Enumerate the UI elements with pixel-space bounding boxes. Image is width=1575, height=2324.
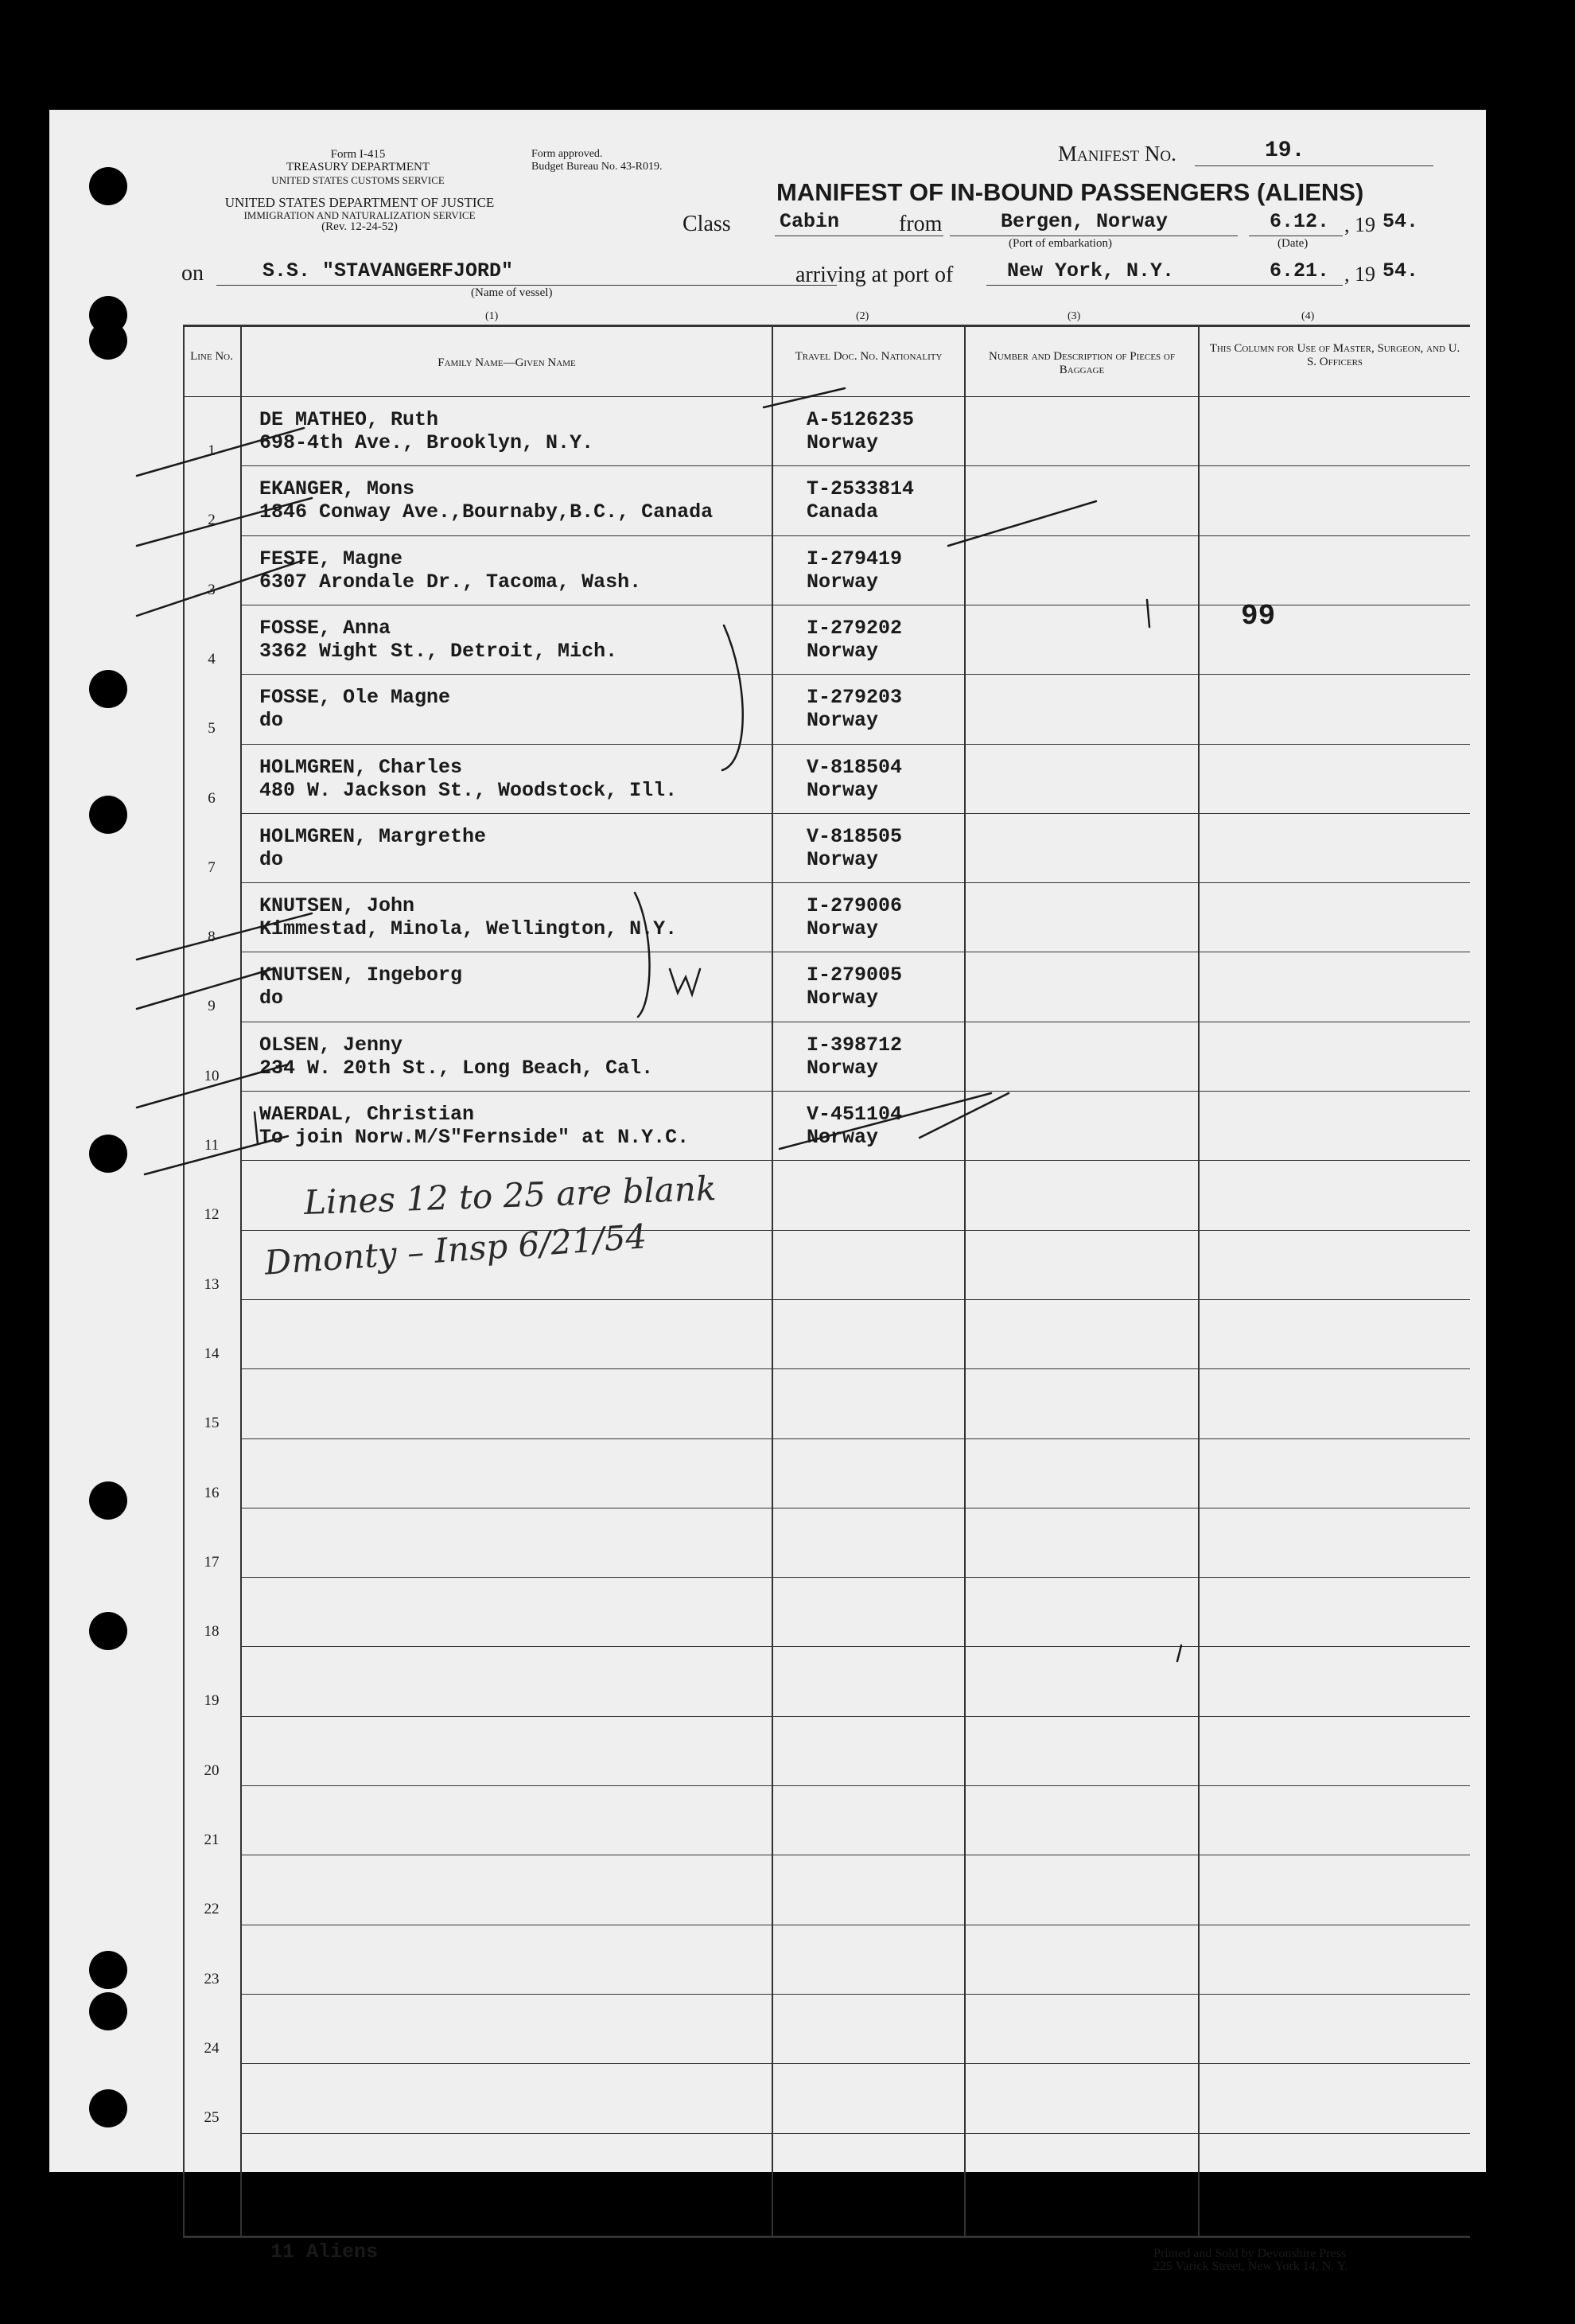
table-bottom-border: [183, 2236, 1470, 2238]
line-number: 20: [204, 1761, 220, 1779]
line-number: 4: [208, 650, 216, 668]
class-label: Class: [682, 212, 731, 236]
header-travel-doc: Travel Doc. No. Nationality: [795, 350, 943, 363]
travel-doc-number: I-279202: [807, 616, 903, 640]
class-value: Cabin: [780, 210, 840, 233]
arriving-label: arriving at port of: [795, 263, 954, 287]
budget-bureau: Budget Bureau No. 43-R019.: [531, 161, 663, 173]
passenger-address: 234 W. 20th St., Long Beach, Cal.: [259, 1056, 654, 1080]
passenger-name: FOSSE, Anna: [259, 616, 391, 640]
depart-date: 6.12.: [1270, 210, 1330, 233]
arrival-year-prefix: , 19: [1344, 263, 1375, 286]
travel-doc-number: I-279005: [807, 963, 903, 987]
justice-line: UNITED STATES DEPARTMENT OF JUSTICE: [224, 195, 495, 210]
header-officers: This Column for Use of Master, Surgeon, and U. S. Officers: [1209, 342, 1460, 368]
line-number: 21: [204, 1832, 220, 1848]
manifest-no-value: 19.: [1265, 138, 1305, 163]
line-number: 17: [204, 1553, 220, 1571]
passenger-name: FESTE, Magne: [259, 547, 403, 570]
arrival-date: 6.21.: [1270, 259, 1330, 282]
passenger-name: DE MATHEO, Ruth: [259, 408, 439, 431]
travel-doc-number: I-398712: [807, 1033, 903, 1057]
line-number: 23: [204, 1970, 220, 1987]
treasury-line: TREASURY DEPARTMENT: [286, 161, 430, 173]
line-number: 12: [204, 1206, 220, 1224]
line-number: 13: [204, 1275, 220, 1293]
alien-total: 11 Aliens: [270, 2240, 379, 2264]
inspector-signature: Dmonty – Insp 6/21/54: [262, 1216, 648, 1283]
from-label: from: [899, 212, 943, 236]
date-caption: (Date): [1278, 237, 1309, 250]
line-number: 10: [204, 1067, 220, 1084]
line-number: 7: [208, 858, 216, 876]
passenger-address: 3362 Wight St., Detroit, Mich.: [259, 639, 618, 663]
manifest-title: MANIFEST OF IN-BOUND PASSENGERS (ALIENS): [776, 178, 1364, 206]
passenger-address: To join Norw.M/S"Fernside" at N.Y.C.: [259, 1126, 690, 1149]
travel-doc-number: V-818504: [807, 755, 903, 779]
vessel-caption: (Name of vessel): [471, 286, 553, 299]
printer-line-2: 225 Varick Street, New York 14, N. Y.: [1153, 2260, 1348, 2273]
passenger-address: 1846 Conway Ave.,Bournaby,B.C., Canada: [259, 500, 714, 524]
line-number: 3: [208, 581, 216, 598]
line-number: 22: [204, 1901, 220, 1918]
nationality: Norway: [807, 987, 879, 1010]
travel-doc-number: I-279203: [807, 686, 903, 710]
header-baggage: Number and Description of Pieces of Baggage: [989, 350, 1175, 376]
line-number: 9: [208, 998, 216, 1015]
line-number: 1: [208, 442, 216, 459]
nationality: Norway: [807, 778, 879, 802]
officer-mark: 99: [1241, 600, 1276, 633]
passenger-address: do: [259, 987, 284, 1010]
form-id: Form I-415: [330, 148, 386, 161]
embark-port: Bergen, Norway: [1001, 210, 1169, 233]
printer-line-1: Printed and Sold by Devonshire Press: [1153, 2247, 1347, 2260]
header-name: Family Name—Given Name: [438, 356, 576, 369]
passenger-address: do: [259, 709, 284, 733]
line-number: 2: [208, 512, 216, 529]
passenger-name: WAERDAL, Christian: [259, 1103, 475, 1126]
nationality: Norway: [807, 917, 879, 941]
line-number: 24: [204, 2039, 220, 2057]
pen-marks: [49, 110, 1486, 2172]
passenger-name: HOLMGREN, Margrethe: [259, 824, 487, 848]
ins-line: IMMIGRATION AND NATURALIZATION SERVICE: [243, 209, 476, 221]
passenger-name: OLSEN, Jenny: [259, 1033, 403, 1057]
col-number-4: (4): [1301, 310, 1315, 322]
col-number-3: (3): [1068, 310, 1081, 322]
revision-line: (Rev. 12-24-52): [321, 220, 398, 233]
passenger-name: FOSSE, Ole Magne: [259, 686, 451, 710]
handwritten-note: Lines 12 to 25 are blank: [303, 1168, 718, 1223]
travel-doc-number: I-279006: [807, 894, 903, 918]
passenger-address: 6307 Arondale Dr., Tacoma, Wash.: [259, 570, 642, 594]
passenger-name: HOLMGREN, Charles: [259, 755, 463, 779]
line-number: 25: [204, 2109, 220, 2127]
depart-year-prefix: , 19: [1344, 213, 1375, 236]
nationality: Norway: [807, 847, 879, 871]
arrival-year: 54.: [1382, 259, 1419, 282]
line-number: 16: [204, 1484, 220, 1501]
line-number: 15: [204, 1415, 220, 1432]
passenger-name: KNUTSEN, John: [259, 894, 415, 918]
travel-doc-number: V-818505: [807, 824, 903, 848]
travel-doc-number: I-279419: [807, 547, 903, 570]
passenger-name: EKANGER, Mons: [259, 477, 415, 501]
port-caption: (Port of embarkation): [1009, 237, 1112, 250]
passenger-address: Kimmestad, Minola, Wellington, N.Y.: [259, 917, 678, 941]
travel-doc-number: A-5126235: [807, 408, 915, 431]
travel-doc-number: T-2533814: [807, 477, 915, 501]
nationality: Norway: [807, 1126, 879, 1149]
nationality: Norway: [807, 431, 879, 454]
nationality: Norway: [807, 1056, 879, 1080]
line-number: 6: [208, 789, 216, 807]
manifest-page: [49, 110, 1486, 2273]
nationality: Canada: [807, 500, 879, 524]
line-number: 11: [204, 1137, 220, 1154]
line-number: 8: [208, 928, 216, 946]
passenger-name: KNUTSEN, Ingeborg: [259, 963, 463, 987]
form-approved: Form approved.: [531, 148, 603, 160]
nationality: Norway: [807, 709, 879, 733]
on-label: on: [181, 261, 204, 286]
line-number: 18: [204, 1623, 220, 1641]
line-number: 5: [208, 720, 216, 738]
line-number: 19: [204, 1692, 220, 1710]
col-number-2: (2): [856, 310, 869, 322]
nationality: Norway: [807, 639, 879, 663]
header-line-no: Line No.: [190, 350, 233, 363]
nationality: Norway: [807, 570, 879, 594]
line-number: 14: [204, 1345, 220, 1362]
arrival-port: New York, N.Y.: [1007, 259, 1175, 282]
vessel-name: S.S. "STAVANGERFJORD": [262, 259, 514, 282]
col-number-1: (1): [485, 310, 499, 322]
passenger-address: do: [259, 847, 284, 871]
manifest-no-label: Manifest No.: [1058, 142, 1176, 165]
depart-year: 54.: [1382, 210, 1419, 233]
travel-doc-number: V-451104: [807, 1103, 903, 1126]
customs-line: UNITED STATES CUSTOMS SERVICE: [271, 174, 445, 186]
passenger-address: 698-4th Ave., Brooklyn, N.Y.: [259, 431, 594, 454]
passenger-address: 480 W. Jackson St., Woodstock, Ill.: [259, 778, 678, 802]
